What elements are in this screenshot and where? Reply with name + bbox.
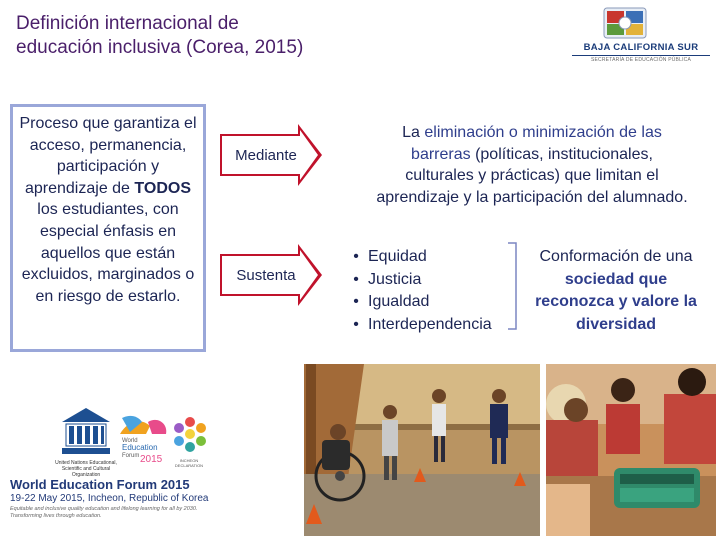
mediante-line2 (350, 144, 714, 166)
state-emblem-icon (602, 6, 648, 40)
definition-text-part1: Proceso que garantiza el acceso, permanencia, participación y aprendizaje de (19, 115, 197, 197)
principle-label: Equidad (368, 248, 427, 265)
photo-inclusive-playground (304, 364, 540, 536)
list-item (344, 246, 514, 269)
conclusion-line4: diversidad (575, 315, 657, 333)
conclusion-line2: sociedad que (564, 270, 668, 288)
forum-year-text: 2015 (140, 454, 163, 465)
mediante-line2-post: (políticas, institucionales, (470, 145, 653, 163)
forum-education-text: Education (122, 443, 158, 452)
incheon-declaration-icon (170, 414, 210, 454)
bcs-logo (568, 6, 714, 66)
logo-rule (572, 55, 710, 56)
bullet-icon: • (353, 293, 359, 310)
unesco-icon (60, 406, 112, 458)
unesco-text: United Nations Educational, Scientific and Cultural Organization (55, 460, 117, 478)
incheon-text: INCHEON DECLARATION (174, 458, 204, 468)
forum-description-line2: Transforming lives through education. (10, 513, 102, 519)
logo-name: BAJA CALIFORNIA SUR (583, 42, 699, 53)
mediante-line4: aprendizaje y la participación del alumnado. (376, 188, 688, 206)
forum-title: World Education Forum 2015 (10, 477, 190, 492)
principles-list (344, 246, 514, 336)
principle-label: Justicia (368, 270, 422, 288)
photo-illustration (546, 364, 716, 536)
photo-classroom-braille (546, 364, 716, 536)
logo-subtitle: SECRETARÍA DE EDUCACIÓN PÚBLICA (590, 57, 692, 63)
definition-text-part2: los estudiantes, con especial énfasis en aquellos que están excluidos, marginados o en riesgo de estarlo. (21, 201, 195, 305)
mediante-description (350, 122, 714, 208)
definition-box (10, 104, 206, 352)
bullet-icon: • (353, 248, 359, 265)
forum-description-line1: Equitable and inclusive quality education and lifelong learning for all by 2030. (10, 506, 198, 512)
forum-world-text: World (122, 438, 138, 444)
mediante-line2-highlight: barreras (411, 145, 471, 163)
mediante-line1-highlight: eliminación o minimización de las (424, 124, 662, 141)
list-item (344, 269, 514, 292)
principle-label: Interdependencia (368, 315, 492, 333)
bullet-icon: • (353, 315, 359, 333)
photo-illustration (304, 364, 540, 536)
forum-date: 19-22 May 2015, Incheon, Republic of Korea (10, 493, 209, 504)
forum-description (10, 506, 242, 520)
slide-title (16, 12, 436, 60)
list-item (344, 291, 514, 314)
definition-emphasis: TODOS (134, 179, 192, 197)
forum-forum-text: Forum (122, 453, 140, 459)
sustenta-arrow (220, 244, 322, 306)
slide-title-line1: Definición internacional de (16, 13, 239, 34)
sustenta-label: Sustenta (236, 266, 296, 284)
mediante-arrow (220, 124, 322, 186)
conclusion-text (516, 246, 716, 336)
conclusion-line3: reconozca y valore la (535, 293, 697, 310)
conclusion-line1: Conformación de una (539, 248, 693, 265)
bullet-icon: • (353, 270, 359, 288)
list-item (344, 314, 514, 337)
slide-title-line2: educación inclusiva (Corea, 2015) (16, 37, 304, 58)
world-education-forum-logo (8, 392, 240, 532)
world-education-forum-icon (116, 412, 170, 466)
mediante-line3: culturales y prácticas) que limitan el (405, 167, 659, 184)
mediante-line1 (350, 122, 714, 144)
mediante-line1-pre: La (402, 124, 425, 141)
mediante-label: Mediante (235, 146, 297, 164)
principle-label: Igualdad (368, 293, 430, 310)
